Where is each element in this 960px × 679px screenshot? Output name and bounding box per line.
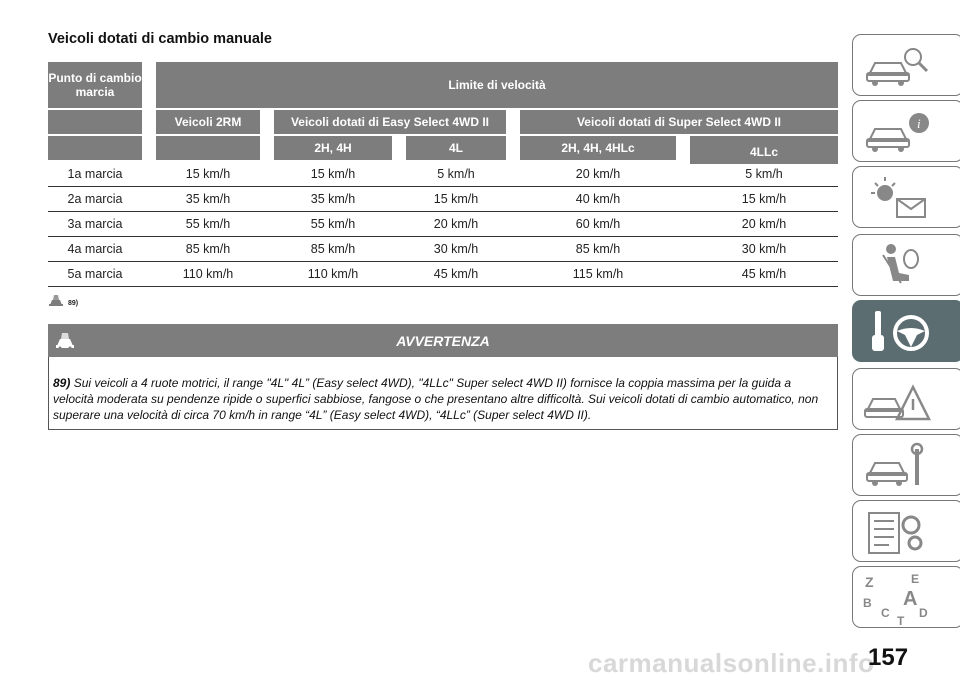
tab-car-info[interactable] xyxy=(852,100,960,162)
gear-cell: 1a marcia xyxy=(67,167,123,181)
value-cell: 110 km/h xyxy=(182,267,234,281)
value-cell: 60 km/h xyxy=(575,217,621,231)
header-group-easy-select: Veicoli dotati di Easy Select 4WD II xyxy=(274,110,506,134)
svg-text:A: A xyxy=(903,588,918,610)
tab-safety[interactable] xyxy=(852,234,960,296)
svg-text:i: i xyxy=(917,116,921,131)
watermark: carmanualsonline.info xyxy=(588,648,875,678)
table-row xyxy=(48,187,838,212)
svg-text:T: T xyxy=(897,614,905,625)
gear-cell: 5a marcia xyxy=(67,267,123,281)
header-mode-2h4h: 2H, 4H xyxy=(274,136,392,160)
value-cell: 35 km/h xyxy=(185,192,231,206)
value-cell: 35 km/h xyxy=(310,192,356,206)
header-blank-3 xyxy=(156,136,260,160)
value-cell: 115 km/h xyxy=(572,267,624,281)
warning-content: Sui veicoli a 4 ruote motrici, il range "4L" 4L” (Easy select 4WD), "4LLc" Super select 4WD II) fornisce la coppia massima per la guida a velocità moderata su pendenze ripide o superfici sabbiose, fangose o che presentano altre difficoltà. Sui veicoli dotati di cambio automatico, non superare una velocità di circa 70 km/h in range “4L” (Easy select 4WD), “4LLc” (Super select 4WD II). xyxy=(53,376,819,422)
header-gear: Punto di cambio marcia xyxy=(48,62,142,108)
reference-number: 89) xyxy=(68,300,79,307)
svg-text:B: B xyxy=(863,596,872,610)
tab-maintenance[interactable] xyxy=(852,434,960,496)
warning-light-message-icon xyxy=(861,171,931,225)
svg-text:D: D xyxy=(919,606,928,620)
table-row xyxy=(48,162,838,187)
header-group-2rm: Veicoli 2RM xyxy=(156,110,260,134)
car-wrench-icon xyxy=(861,439,931,493)
value-cell: 15 km/h xyxy=(433,192,479,206)
tab-warning-lights[interactable] xyxy=(852,166,960,228)
tab-emergency[interactable] xyxy=(852,368,960,430)
car-info-icon xyxy=(861,105,931,159)
value-cell: 85 km/h xyxy=(575,242,621,256)
value-cell: 85 km/h xyxy=(185,242,231,256)
value-cell: 20 km/h xyxy=(741,217,787,231)
header-blank xyxy=(48,110,142,134)
value-cell: 15 km/h xyxy=(741,192,787,206)
svg-text:E: E xyxy=(911,572,920,586)
tab-car-search[interactable] xyxy=(852,34,960,96)
gear-cell: 2a marcia xyxy=(67,192,123,206)
svg-text:Z: Z xyxy=(865,574,874,590)
gear-cell: 4a marcia xyxy=(67,242,123,256)
warning-header xyxy=(48,324,838,357)
tab-index[interactable] xyxy=(852,566,960,628)
value-cell: 45 km/h xyxy=(741,267,787,281)
warning-text xyxy=(53,375,833,423)
table-row xyxy=(48,212,838,237)
key-steering-wheel-icon xyxy=(861,305,931,359)
value-cell: 5 km/h xyxy=(437,167,475,181)
value-cell: 110 km/h xyxy=(307,267,359,281)
value-cell: 40 km/h xyxy=(575,192,621,206)
table-row xyxy=(48,237,838,262)
value-cell: 15 km/h xyxy=(185,167,231,181)
specifications-gear-icon xyxy=(861,505,931,559)
tab-starting-driving[interactable] xyxy=(852,300,960,362)
alphabet-index-icon xyxy=(861,571,931,625)
header-mode-2h4h4hlc: 2H, 4H, 4HLc xyxy=(520,136,676,160)
warning-title: AVVERTENZA xyxy=(396,333,490,349)
value-cell: 55 km/h xyxy=(185,217,231,231)
header-mode-4llc: 4LLc xyxy=(690,136,838,164)
car-warning-icon xyxy=(48,295,64,307)
value-cell: 5 km/h xyxy=(745,167,783,181)
page-number: 157 xyxy=(868,644,909,671)
value-cell: 20 km/h xyxy=(433,217,479,231)
seat-airbag-icon xyxy=(861,239,931,293)
gear-cell: 3a marcia xyxy=(67,217,123,231)
value-cell: 55 km/h xyxy=(310,217,356,231)
value-cell: 30 km/h xyxy=(433,242,479,256)
value-cell: 45 km/h xyxy=(433,267,479,281)
car-breakdown-warning-icon xyxy=(861,373,931,427)
header-mode-4l: 4L xyxy=(406,136,506,160)
page-heading: Veicoli dotati di cambio manuale xyxy=(48,31,272,47)
value-cell: 20 km/h xyxy=(575,167,621,181)
header-speed-limit: Limite di velocità xyxy=(156,62,838,108)
warning-body xyxy=(48,357,838,430)
car-search-icon xyxy=(861,39,931,93)
tab-technical-data[interactable] xyxy=(852,500,960,562)
value-cell: 30 km/h xyxy=(741,242,787,256)
warning-reference[interactable] xyxy=(48,294,78,307)
warning-number: 89) xyxy=(53,376,71,390)
table-row xyxy=(48,262,838,287)
value-cell: 85 km/h xyxy=(310,242,356,256)
svg-text:C: C xyxy=(881,606,890,620)
value-cell: 15 km/h xyxy=(310,167,356,181)
header-group-super-select: Veicoli dotati di Super Select 4WD II xyxy=(520,110,838,134)
header-blank-2 xyxy=(48,136,142,160)
